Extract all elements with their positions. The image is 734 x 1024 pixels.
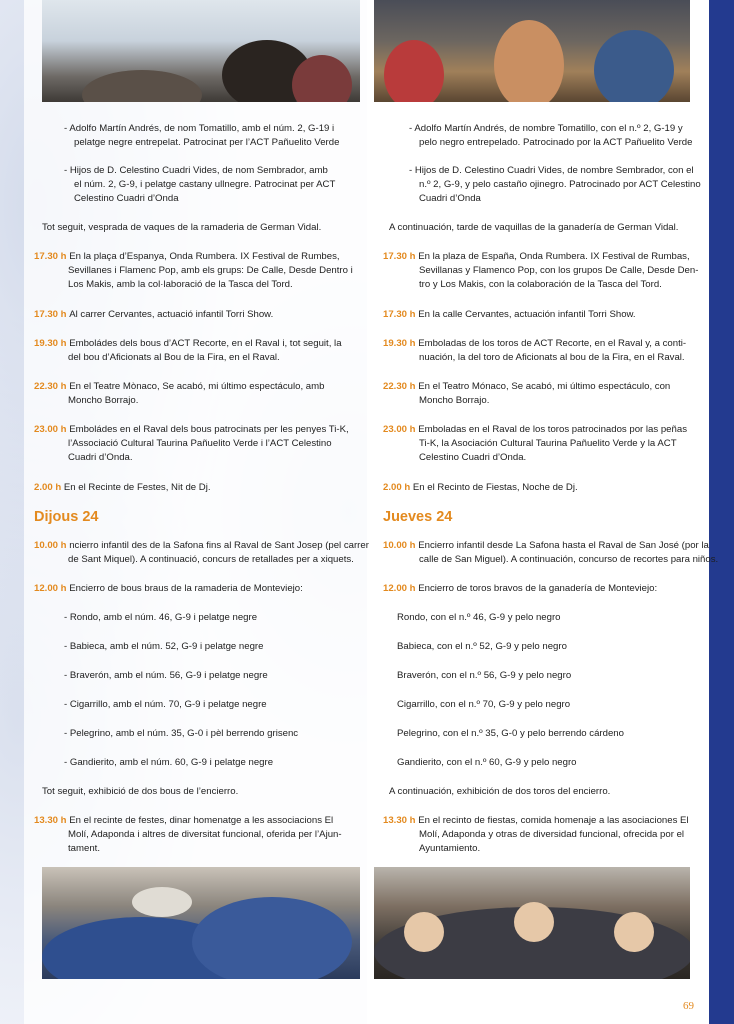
entry-text: - Babieca, amb el núm. 52, G-9 i pelatge negre — [64, 641, 264, 652]
time-label: 22.30 h — [383, 381, 419, 392]
entry-text: Tot seguit, exhibició de dos bous de l’encierro. — [42, 786, 239, 797]
entry-text: Cuadri d’Onda — [419, 193, 481, 204]
entry-text: Emboládes dels bous d’ACT Recorte, en el Raval i, tot seguit, la — [69, 338, 342, 349]
entry-text-continued: Cuadri d’Onda. — [68, 452, 133, 463]
entry-text: Celestino Cuadri d’Onda — [74, 193, 179, 204]
photo-group-celebration — [374, 867, 690, 979]
entry-text-continued: Molí, Adaponda y otras de diversidad funcional, ofrecida por el — [419, 829, 685, 840]
schedule-entry — [383, 308, 636, 322]
schedule-entry — [34, 481, 211, 495]
entry-text-continued: calle de San Miguel). A continuación, concurso de recortes para niños. — [419, 554, 719, 565]
entry-text: En el Recinte de Festes, Nit de Dj. — [63, 482, 211, 493]
schedule-entry — [383, 337, 686, 351]
entry-text: Pelegrino, con el n.º 35, G-0 y pelo berrendo cárdeno — [397, 728, 624, 739]
time-label: 23.00 h — [34, 424, 70, 435]
entry-text: Encierro infantil desde La Safona hasta el Raval de San José (por la — [418, 540, 709, 551]
entry-text: A continuación, tarde de vaquillas de la ganadería de German Vidal. — [389, 222, 679, 233]
entry-text: En el recinte de festes, dinar homenatge a les associacions El — [69, 815, 334, 826]
time-label: 12.00 h — [34, 583, 70, 594]
entry-text-continued: Sevillanes i Flamenc Pop, amb els grups: De Calle, Desde Dentro i — [68, 265, 353, 276]
entry-text-continued: Moncho Borrajo. — [68, 395, 139, 406]
schedule-entry — [34, 814, 333, 828]
time-label: 13.30 h — [34, 815, 70, 826]
time-label: 17.30 h — [383, 251, 419, 262]
schedule-entry — [383, 481, 578, 495]
schedule-entry — [34, 380, 324, 394]
schedule-entry — [383, 582, 657, 596]
time-label: 22.30 h — [34, 381, 70, 392]
entry-text: En el Teatro Mónaco, Se acabó, mi último espectáculo, con — [418, 381, 671, 392]
time-label: 2.00 h — [34, 482, 64, 493]
time-label: 17.30 h — [34, 309, 70, 320]
time-label: 17.30 h — [383, 309, 419, 320]
schedule-entry — [383, 380, 670, 394]
schedule-entry — [383, 814, 689, 828]
entry-text: pelatge negre entrepelat. Patrocinat per l’ACT Pañuelito Verde — [74, 137, 340, 148]
entry-text-continued: de Sant Miquel). A continuació, concurs de retallades per a xiquets. — [68, 554, 354, 565]
time-label: 19.30 h — [383, 338, 419, 349]
schedule-entry — [34, 539, 369, 553]
time-label: 12.00 h — [383, 583, 419, 594]
schedule-entry — [383, 250, 690, 264]
time-label: 19.30 h — [34, 338, 70, 349]
entry-text: n.º 2, G-9, y pelo castaño ojinegro. Patrocinado por ACT Celestino — [419, 179, 701, 190]
entry-text: En el Recinto de Fiestas, Noche de Dj. — [412, 482, 578, 493]
photo-street-crowd — [42, 867, 360, 979]
entry-text: En el Teatre Mònaco, Se acabó, mi último espectáculo, amb — [69, 381, 325, 392]
entry-text: - Gandierito, amb el núm. 60, G-9 i pelatge negre — [64, 757, 274, 768]
entry-text-continued: Ti-K, la Asociación Cultural Taurina Pañuelito Verde y la ACT — [419, 438, 677, 449]
entry-text: - Braverón, amb el núm. 56, G-9 i pelatge negre — [64, 670, 268, 681]
day-heading: Dijous 24 — [34, 509, 99, 525]
time-label: 2.00 h — [383, 482, 413, 493]
time-label: 17.30 h — [34, 251, 70, 262]
entry-text: - Adolfo Martín Andrés, de nom Tomatillo, amb el núm. 2, G-19 i — [64, 123, 335, 134]
time-label: 13.30 h — [383, 815, 419, 826]
entry-text: pelo negro entrepelado. Patrocinado por la ACT Pañuelito Verde — [419, 137, 693, 148]
schedule-entry — [383, 423, 687, 437]
entry-text: - Adolfo Martín Andrés, de nombre Tomatillo, con el n.º 2, G-19 y — [409, 123, 683, 134]
entry-text: Al carrer Cervantes, actuació infantil Torri Show. — [69, 309, 274, 320]
schedule-entry — [34, 308, 273, 322]
entry-text: - Pelegrino, amb el núm. 35, G-0 i pèl berrendo grisenc — [64, 728, 299, 739]
entry-text-continued: Moncho Borrajo. — [419, 395, 490, 406]
entry-text-continued: Molí, Adaponda i altres de diversitat funcional, oferida per l’Ajun- — [68, 829, 342, 840]
entry-text-continued: l’Associació Cultural Taurina Pañuelito Verde i l’ACT Celestino — [68, 438, 332, 449]
entry-text: Tot seguit, vesprada de vaques de la ramaderia de German Vidal. — [42, 222, 322, 233]
entry-text: Encierro de bous braus de la ramaderia de Monteviejo: — [69, 583, 303, 594]
entry-text: - Rondo, amb el núm. 46, G-9 i pelatge negre — [64, 612, 258, 623]
entry-text: Cigarrillo, con el n.º 70, G-9 y pelo negro — [397, 699, 571, 710]
entry-text-continued: Sevillanas y Flamenco Pop, con los grupos De Calle, Desde Den- — [419, 265, 699, 276]
entry-text-continued: Celestino Cuadri d’Onda. — [419, 452, 527, 463]
entry-text-continued: Los Makis, amb la col·laboració de la Tasca del Tord. — [68, 279, 293, 290]
entry-text-continued: tament. — [68, 843, 100, 854]
entry-text: En la plaza de España, Onda Rumbera. IX Festival de Rumbas, — [418, 251, 690, 262]
entry-text: Rondo, con el n.º 46, G-9 y pelo negro — [397, 612, 561, 623]
entry-text: Gandierito, con el n.º 60, G-9 y pelo negro — [397, 757, 577, 768]
page-number: 69 — [683, 1000, 694, 1012]
entry-text: Emboládes en el Raval dels bous patrocinats per les penyes Ti-K, — [69, 424, 349, 435]
entry-text: En la calle Cervantes, actuación infantil Torri Show. — [418, 309, 636, 320]
entry-text-continued: Ayuntamiento. — [419, 843, 481, 854]
schedule-entry — [383, 539, 709, 553]
entry-text: el núm. 2, G-9, i pelatge castany ullnegre. Patrocinat per ACT — [74, 179, 336, 190]
entry-text-continued: del bou d’Aficionats al Bou de la Fira, en el Raval. — [68, 352, 280, 363]
entry-text: ncierro infantil des de la Safona fins al Raval de Sant Josep (pel carrer — [69, 540, 369, 551]
schedule-entry — [34, 337, 342, 351]
schedule-entry — [34, 582, 303, 596]
entry-text: - Hijos de D. Celestino Cuadri Vides, de nombre Sembrador, con el — [409, 165, 694, 176]
entry-text: Emboladas de los toros de ACT Recorte, en el Raval y, a conti- — [418, 338, 687, 349]
time-label: 10.00 h — [34, 540, 70, 551]
entry-text: En el recinto de fiestas, comida homenaje a las asociaciones El — [418, 815, 689, 826]
photo-festival-tent — [42, 0, 360, 102]
entry-text: A continuación, exhibición de dos toros del encierro. — [389, 786, 611, 797]
entry-text: Emboladas en el Raval de los toros patrocinados por las peñas — [418, 424, 687, 435]
schedule-entry — [34, 423, 349, 437]
day-heading: Jueves 24 — [383, 509, 453, 525]
entry-text: Babieca, con el n.º 52, G-9 y pelo negro — [397, 641, 567, 652]
entry-text: Encierro de toros bravos de la ganadería de Monteviejo: — [418, 583, 658, 594]
entry-text-continued: tro y Los Makis, con la colaboración de la Tasca del Tord. — [419, 279, 662, 290]
entry-text: - Cigarrillo, amb el núm. 70, G-9 i pelatge negre — [64, 699, 267, 710]
entry-text-continued: nuación, la del toro de Aficionats al bou de la Fira, en el Raval. — [419, 352, 685, 363]
entry-text: - Hijos de D. Celestino Cuadri Vides, de nom Sembrador, amb — [64, 165, 328, 176]
time-label: 10.00 h — [383, 540, 419, 551]
photo-children-running — [374, 0, 690, 102]
time-label: 23.00 h — [383, 424, 419, 435]
entry-text: Braverón, con el n.º 56, G-9 y pelo negro — [397, 670, 572, 681]
entry-text: En la plaça d’Espanya, Onda Rumbera. IX Festival de Rumbes, — [69, 251, 340, 262]
schedule-entry — [34, 250, 340, 264]
